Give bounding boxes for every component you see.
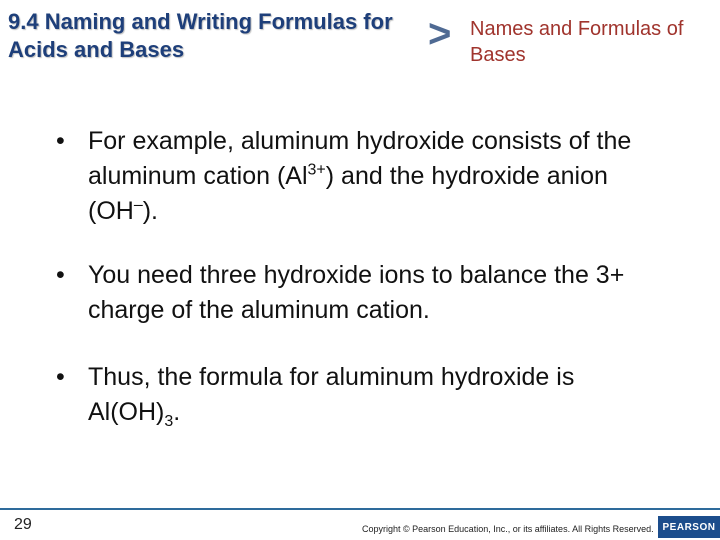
pearson-logo: PEARSON [658, 516, 720, 538]
copyright-notice: Copyright © Pearson Education, Inc., or its affiliates. All Rights Reserved. [362, 524, 654, 534]
slide-header [0, 0, 720, 110]
slide-title: Names and Formulas of Bases [470, 18, 684, 66]
bullet-text-part: ). [142, 197, 159, 225]
bullet-text-part: ) and the hydroxide anion (OH [88, 162, 608, 225]
bullet-icon: • [56, 127, 65, 155]
bullet-icon: • [56, 363, 65, 391]
bullet-text-part: For example, aluminum hydroxide consists of the aluminum cation (Al [88, 127, 632, 190]
bullet-text [88, 360, 668, 430]
bullet-icon: • [56, 261, 65, 289]
chevron-right-icon: > [428, 12, 452, 56]
bullet-text: You need three hydroxide ions to balance the 3+ charge of the aluminum cation. [88, 261, 625, 324]
bullet-text-part: . [173, 398, 181, 426]
footer-divider [0, 508, 720, 510]
section-title: 9.4 Naming and Writing Formulas for Acids and Bases [8, 9, 393, 62]
bullet-text-part: Thus, the formula for aluminum hydroxide is Al(OH) [88, 363, 575, 426]
bullet-text [88, 124, 668, 229]
charge-superscript: 3+ [307, 161, 326, 179]
formula-subscript: 3 [164, 413, 174, 430]
charge-superscript: – [133, 196, 143, 214]
page-number: 29 [14, 516, 32, 533]
